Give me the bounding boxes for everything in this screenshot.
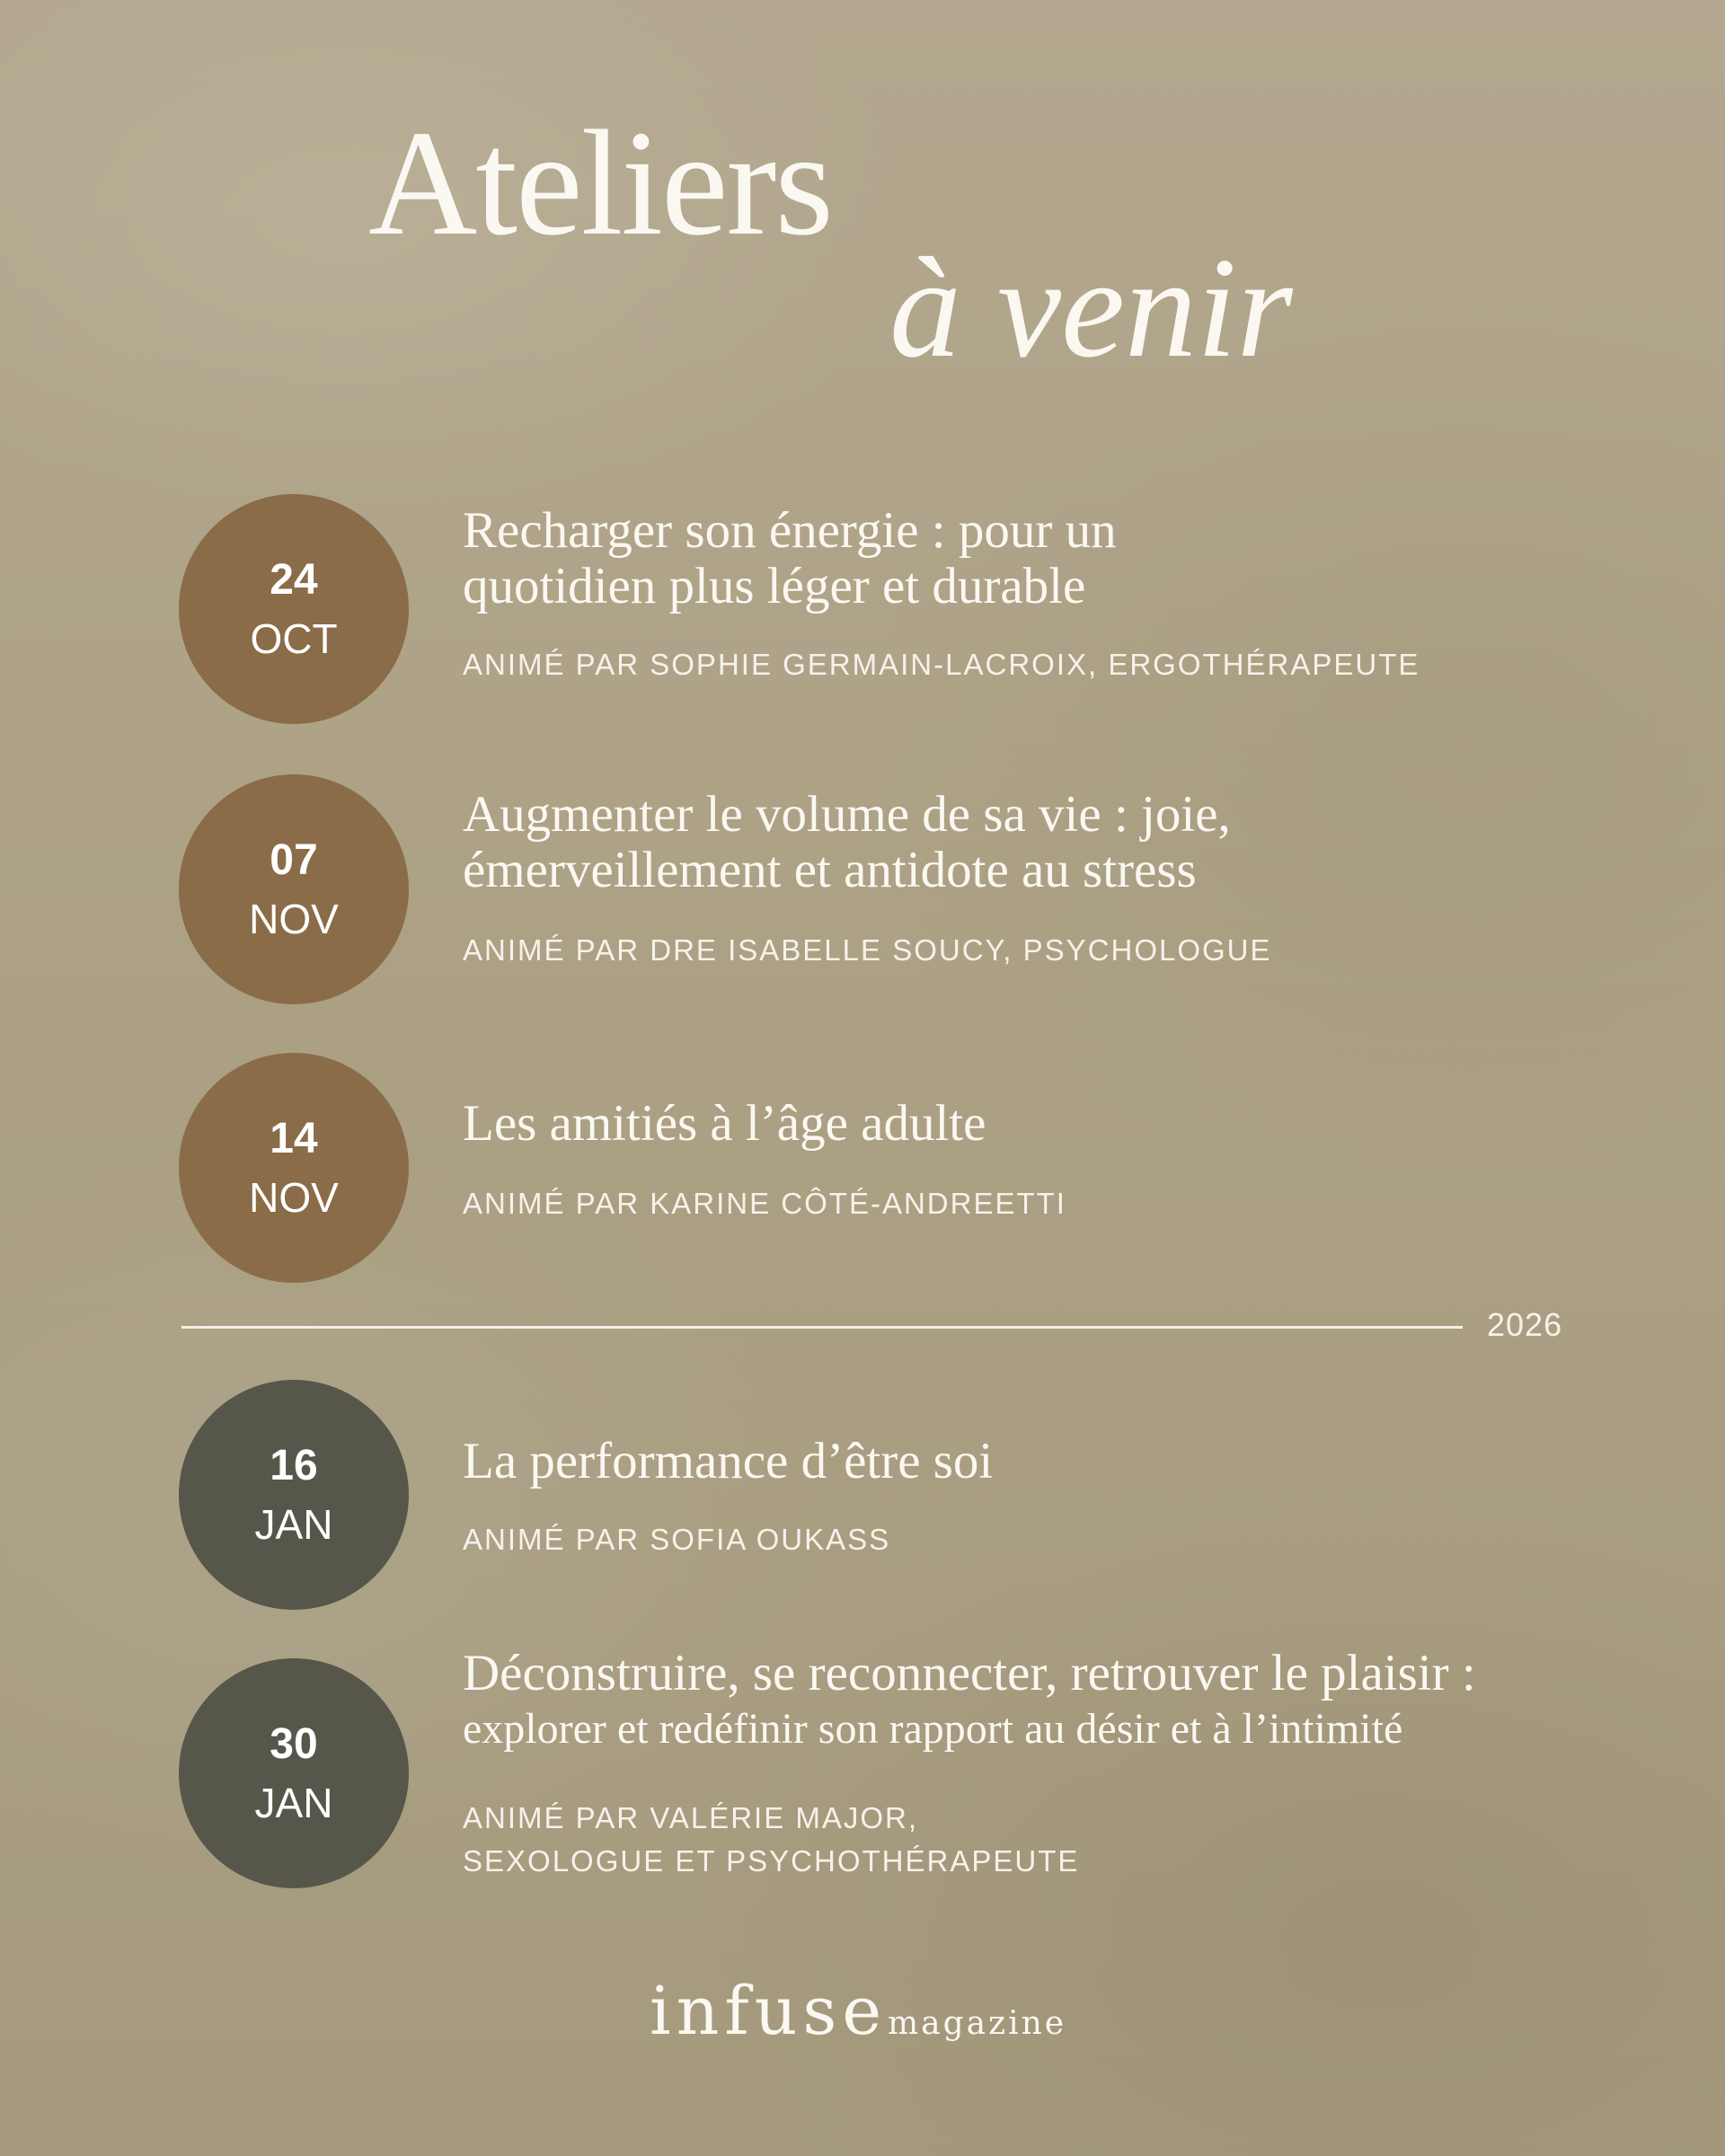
page-title: Ateliers — [368, 100, 832, 267]
date-month: NOV — [249, 896, 339, 942]
date-month: NOV — [249, 1174, 339, 1221]
event-title: Recharger son énergie : pour un quotidien plus léger et durable — [463, 502, 1117, 614]
date-day: 16 — [270, 1442, 318, 1489]
date-month: JAN — [254, 1501, 333, 1548]
date-day: 30 — [270, 1720, 318, 1768]
event-title: Déconstruire, se reconnecter, retrouver le plaisir : explorer et redéfinir son rapport au désir et à l’intimité — [463, 1645, 1476, 1753]
event-title: La performance d’être soi — [463, 1433, 994, 1489]
year-label: 2026 — [1487, 1306, 1563, 1343]
date-badge — [179, 494, 409, 724]
date-month: OCT — [250, 615, 338, 662]
date-badge — [179, 1380, 409, 1610]
date-day: 24 — [270, 556, 318, 604]
date-day: 14 — [270, 1115, 318, 1162]
page-subtitle: à venir — [889, 227, 1293, 387]
date-day: 07 — [270, 836, 318, 884]
date-month: JAN — [254, 1780, 333, 1826]
event-host: ANIMÉ PAR DRE ISABELLE SOUCY, PSYCHOLOGUE — [463, 933, 1272, 967]
event-title: Augmenter le volume de sa vie : joie, émerveillement et antidote au stress — [463, 786, 1231, 898]
date-badge — [179, 774, 409, 1004]
date-badge — [179, 1053, 409, 1283]
event-host: ANIMÉ PAR SOFIA OUKASS — [463, 1523, 891, 1556]
event-host: ANIMÉ PAR SOPHIE GERMAIN-LACROIX, ERGOTHÉRAPEUTE — [463, 648, 1420, 681]
event-host: ANIMÉ PAR VALÉRIE MAJOR, SEXOLOGUE ET PSYCHOTHÉRAPEUTE — [463, 1801, 1080, 1878]
event-host: ANIMÉ PAR KARINE CÔTÉ-ANDREETTI — [463, 1187, 1066, 1220]
brand-logo: infuse — [650, 1973, 888, 2050]
date-badge — [179, 1658, 409, 1888]
brand-logo-subtitle: magazine — [888, 2005, 1067, 2042]
event-title: Les amitiés à l’âge adulte — [463, 1095, 986, 1152]
year-divider-line — [181, 1326, 1463, 1329]
